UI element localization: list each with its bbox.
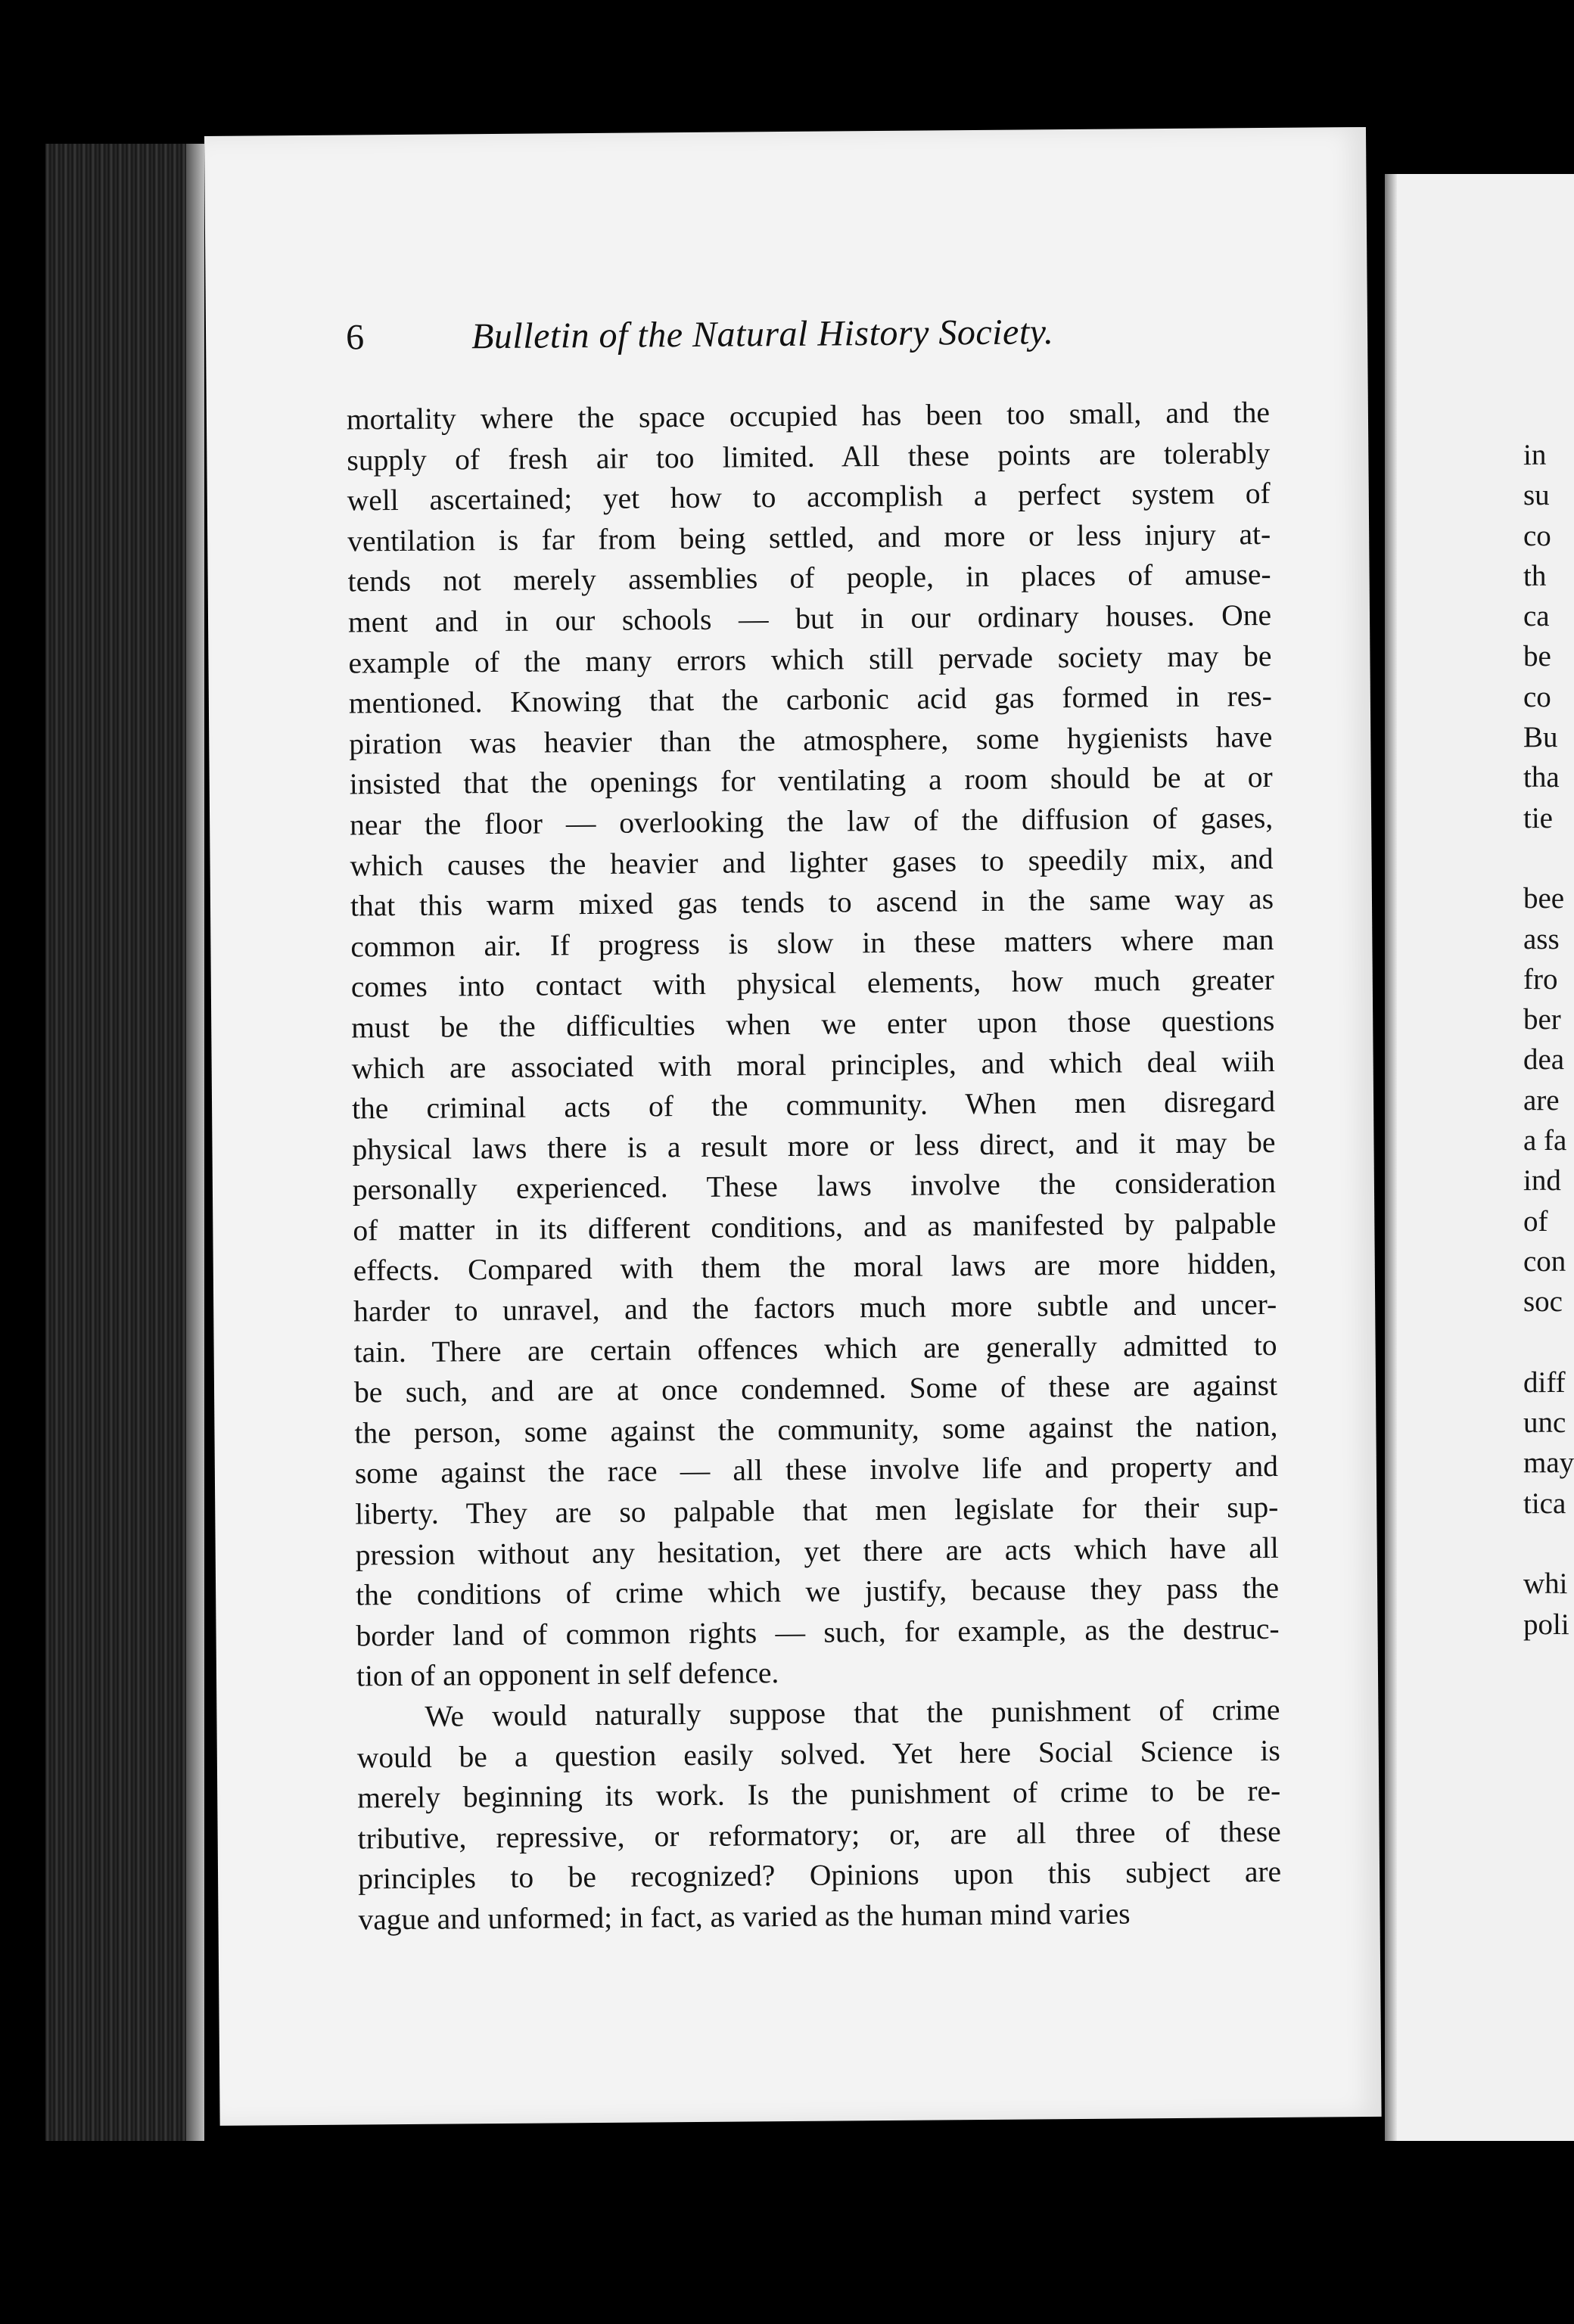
page-gutter xyxy=(1385,174,1397,2141)
paragraph xyxy=(356,1690,1281,1940)
facing-page-fragment: con xyxy=(1523,1244,1566,1278)
paragraph xyxy=(347,393,1280,1698)
text-line: insisted that the openings for ventilating a room should be at or xyxy=(349,760,1273,801)
facing-page-fragment: co xyxy=(1523,680,1551,713)
text-line: ventilation is far from being settled, and more or less injury at- xyxy=(347,517,1271,558)
text-line: physical laws there is a result more or less direct, and it may be xyxy=(352,1125,1276,1167)
facing-page-fragment: Bu xyxy=(1523,721,1558,754)
facing-page-fragment: ind xyxy=(1523,1164,1561,1198)
text-line: be such, and are at once condemned. Some of these are against xyxy=(353,1369,1278,1409)
text-line: effects. Compared with them the moral laws are more hidden, xyxy=(353,1247,1277,1288)
text-line: tends not merely assemblies of people, in places of amuse- xyxy=(347,558,1271,598)
book-page-stack xyxy=(45,144,204,2141)
facing-page-fragment: in xyxy=(1523,439,1547,471)
text-line: would be a question easily solved. Yet here Social Science is xyxy=(356,1733,1280,1775)
facing-page-text xyxy=(1523,435,1574,1645)
text-line: mentioned. Knowing that the carbonic acid gas formed in res- xyxy=(348,679,1273,720)
text-line: mortality where the space occupied has been too small, and the xyxy=(346,395,1271,437)
facing-page-fragment: of xyxy=(1523,1204,1548,1238)
facing-page-fragment xyxy=(1523,838,1574,878)
text-line: example of the many errors which still pervade society may be xyxy=(348,638,1272,680)
facing-page-fragment xyxy=(1523,1524,1574,1564)
text-line: common air. If progress is slow in these matters where man xyxy=(350,922,1274,964)
facing-page-fragment: are xyxy=(1523,1083,1560,1117)
text-line: ment and in our schools — but in our ordinary houses. One xyxy=(347,598,1272,639)
facing-page-fragment: diff xyxy=(1523,1366,1566,1399)
facing-page-fragment: su xyxy=(1523,479,1550,512)
facing-page-fragment: ass xyxy=(1523,922,1560,955)
facing-page-fragment: fro xyxy=(1523,962,1558,996)
text-line: comes into contact with physical elements, how much greater xyxy=(350,963,1274,1004)
facing-page-fragment: ca xyxy=(1523,600,1550,633)
body-text xyxy=(347,393,1282,1940)
text-line: of matter in its different conditions, and as manifested by palpable xyxy=(353,1206,1277,1247)
facing-page-fragment: th xyxy=(1523,559,1547,592)
facing-page-fragment: tica xyxy=(1523,1487,1566,1520)
facing-page-fragment: co xyxy=(1523,519,1551,552)
text-line: liberty. They are so palpable that men legislate for their sup- xyxy=(355,1490,1279,1531)
running-title: Bulletin of the Natural History Society. xyxy=(471,312,1054,357)
text-line: some against the race — all these involve life and property and xyxy=(354,1449,1279,1490)
facing-page-fragment: tie xyxy=(1523,801,1553,834)
text-line: the conditions of crime which we justify, because they pass the xyxy=(355,1571,1280,1612)
text-line: which causes the heavier and lighter gases to speedily mix, and xyxy=(350,841,1274,883)
page-number: 6 xyxy=(345,317,365,358)
facing-page-fragment: whi xyxy=(1523,1567,1568,1601)
text-line: We would naturally suppose that the punishment of crime xyxy=(425,1692,1280,1733)
text-line: tributive, repressive, or reformatory; or, are all three of these xyxy=(357,1814,1281,1856)
facing-page-fragment xyxy=(1523,1322,1574,1362)
running-head xyxy=(346,309,1239,362)
facing-page-fragment: a fa xyxy=(1523,1124,1567,1157)
facing-page-fragment: dea xyxy=(1523,1043,1565,1077)
text-line: vague and unformed; in fact, as varied as the human mind varies xyxy=(358,1897,1131,1937)
facing-page-fragment: bee xyxy=(1523,882,1565,915)
text-line: tion of an opponent in self defence. xyxy=(356,1656,779,1693)
text-line: the criminal acts of the community. When men disregard xyxy=(351,1085,1276,1126)
text-line: the person, some against the community, some against the nation, xyxy=(354,1409,1278,1450)
facing-page-fragment: unc xyxy=(1523,1406,1566,1440)
text-line: personally experienced. These laws involve the consideration xyxy=(352,1166,1277,1207)
text-line: harder to unravel, and the factors much more subtle and uncer- xyxy=(353,1287,1277,1328)
facing-page-fragment: may xyxy=(1523,1446,1574,1480)
text-line: principles to be recognized? Opinions upon this subject are xyxy=(357,1855,1282,1896)
text-line: well ascertained; yet how to accomplish a perfect system of xyxy=(347,477,1271,517)
facing-page xyxy=(1385,174,1574,2141)
facing-page-fragment: poli xyxy=(1523,1608,1569,1641)
text-line: pression without any hesitation, yet there are acts which have all xyxy=(355,1530,1279,1572)
book-page xyxy=(204,127,1382,2126)
facing-page-fragment: tha xyxy=(1523,761,1560,794)
facing-page-fragment: be xyxy=(1523,640,1551,673)
text-line: must be the difficulties when we enter upon those questions xyxy=(351,1003,1275,1045)
text-line: near the floor — overlooking the law of the diffusion of gases, xyxy=(349,800,1274,842)
facing-page-fragment: ber xyxy=(1523,1003,1561,1036)
text-line: tain. There are certain offences which are generally admitted to xyxy=(353,1328,1277,1369)
text-line: which are associated with moral principles, and which deal wiih xyxy=(351,1044,1275,1086)
text-line: supply of fresh air too limited. All these points are tolerably xyxy=(347,436,1271,477)
text-line: piration was heavier than the atmosphere, some hygienists have xyxy=(349,719,1273,761)
text-line: border land of common rights — such, for example, as the destruc- xyxy=(356,1611,1280,1653)
facing-page-fragment: soc xyxy=(1523,1285,1563,1319)
text-line: that this warm mixed gas tends to ascend in the same way as xyxy=(350,882,1274,923)
text-line: merely beginning its work. Is the punishment of crime to be re- xyxy=(357,1774,1281,1815)
